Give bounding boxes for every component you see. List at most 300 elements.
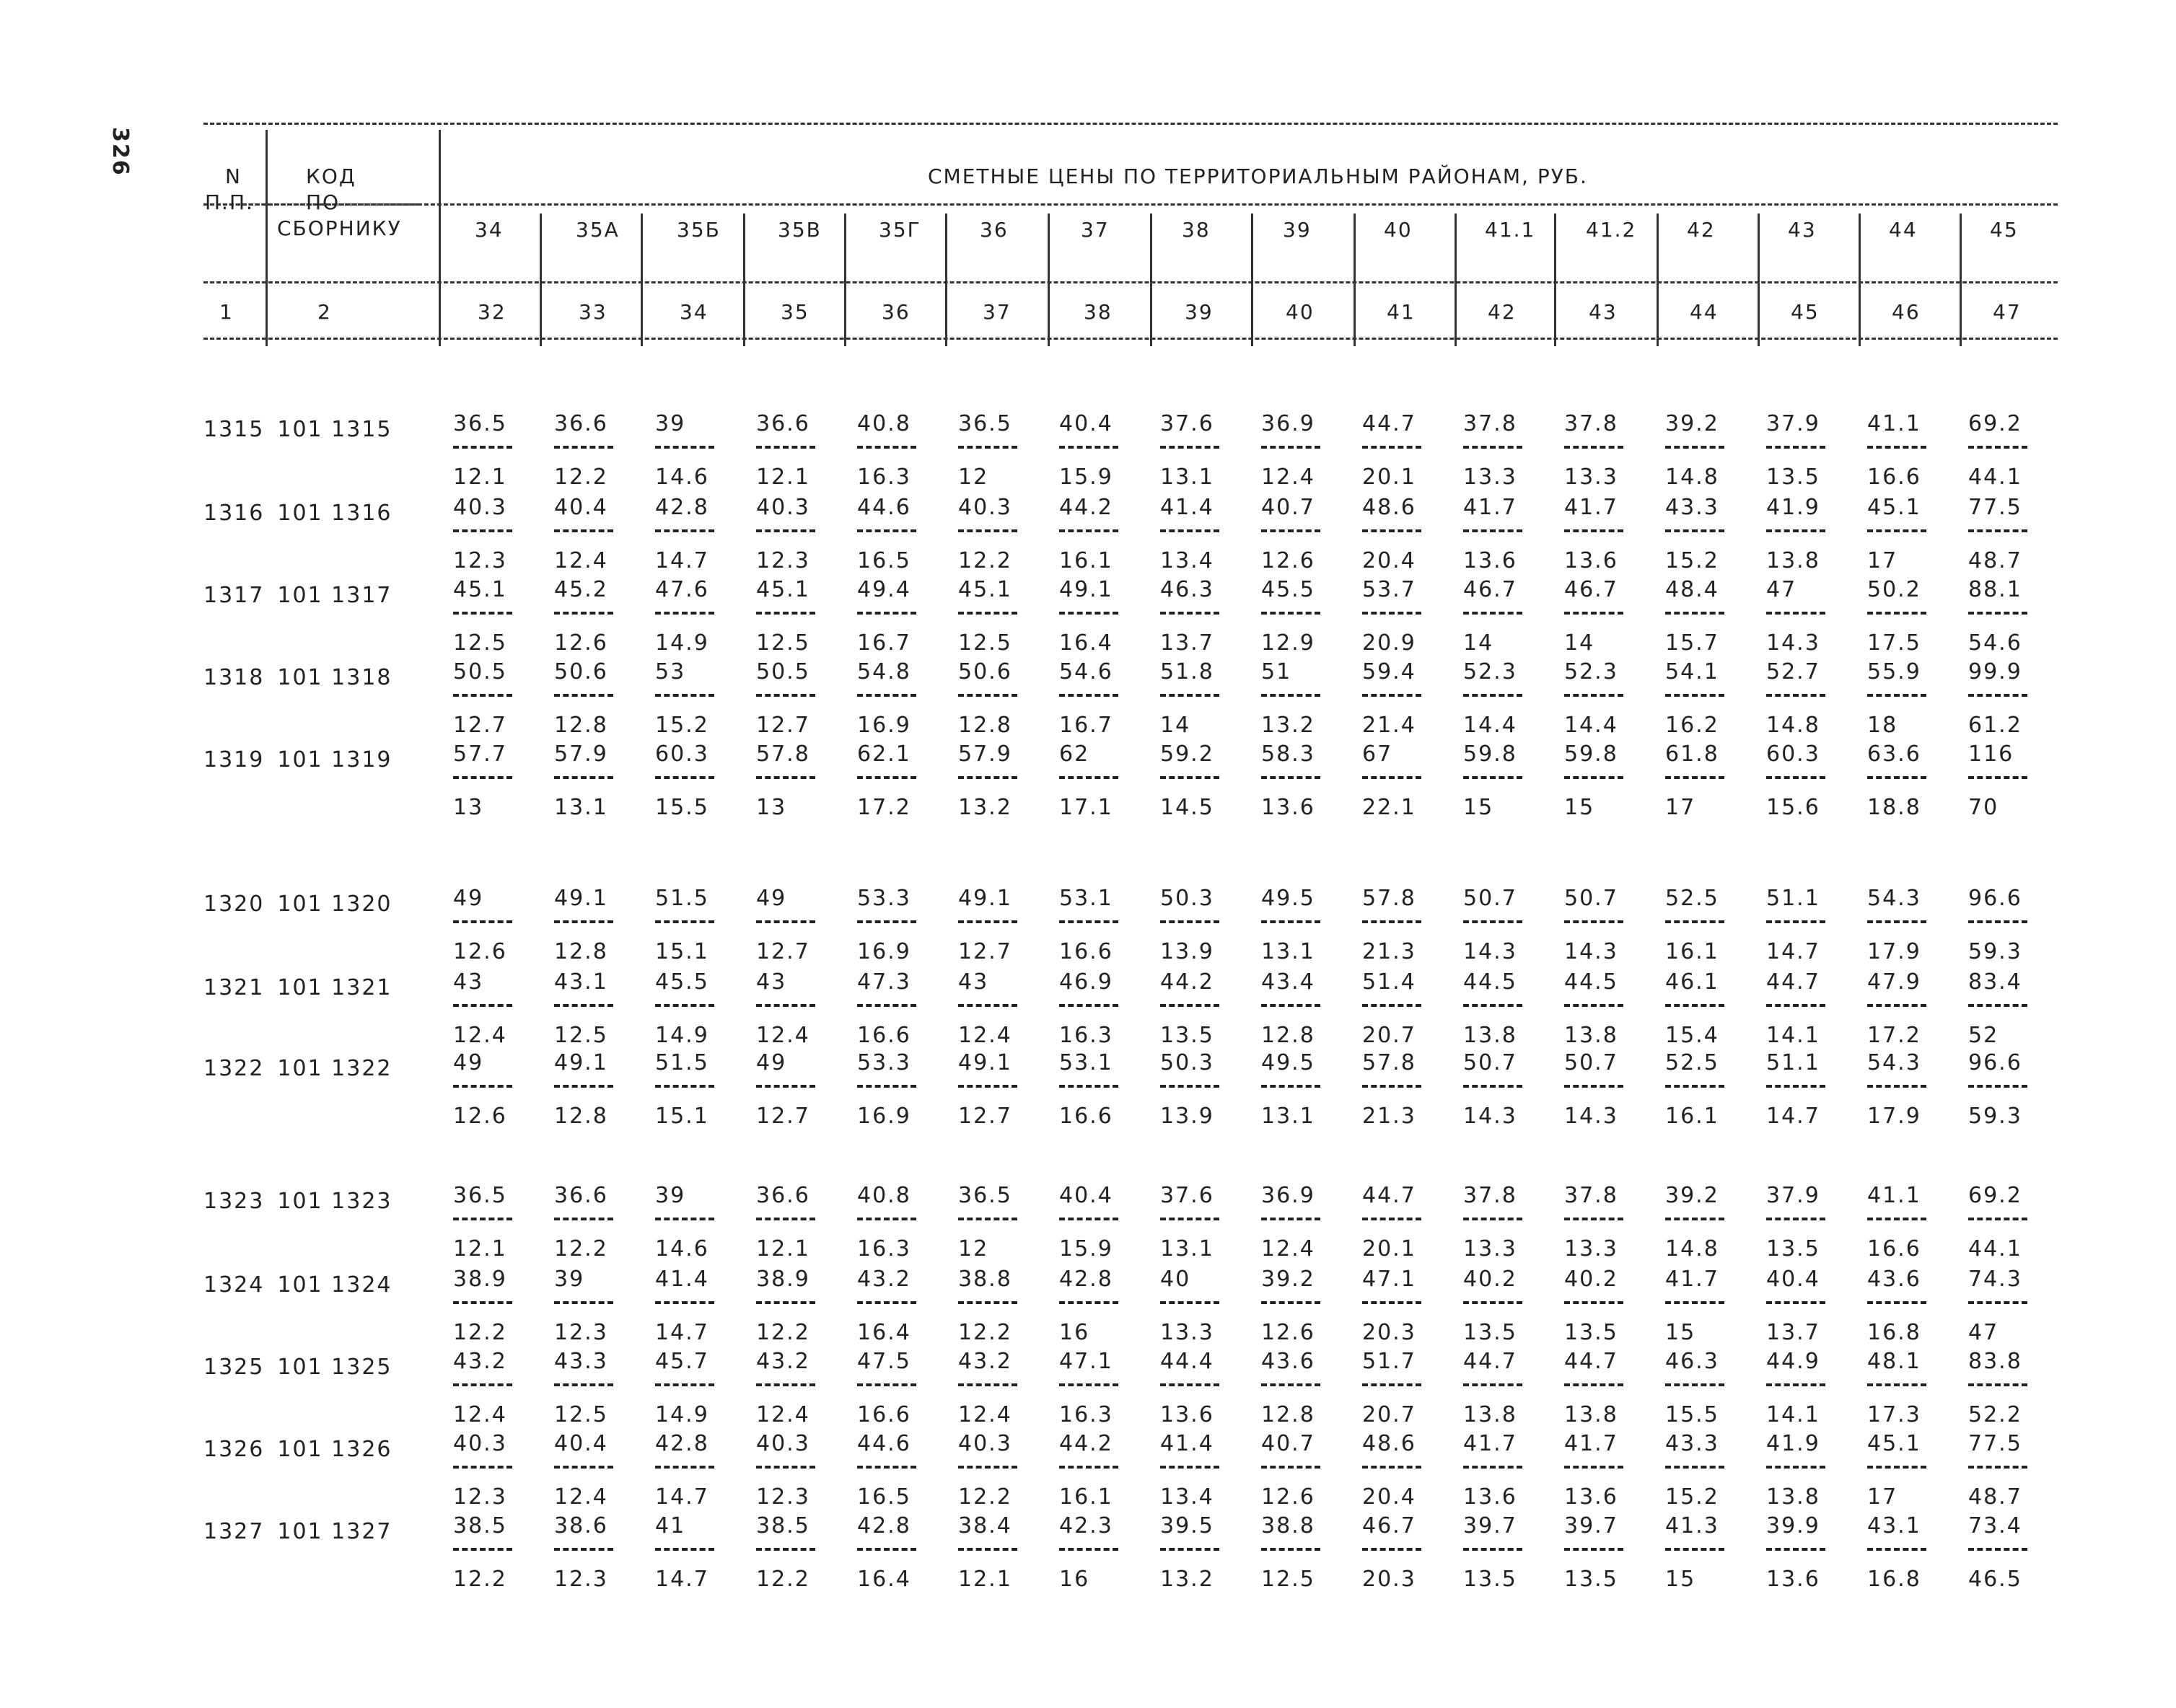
price-part: 12.8: [1261, 1402, 1315, 1427]
price-total: 50.3: [1160, 1050, 1214, 1075]
price-part: 12.8: [554, 939, 608, 964]
price-total: 54.3: [1867, 886, 1921, 911]
price-part: 12.6: [1261, 548, 1315, 573]
price-total: 40.8: [857, 411, 911, 436]
price-part: 12.2: [958, 1484, 1012, 1510]
price-part: 16.1: [1665, 1104, 1719, 1129]
price-part: 21.3: [1362, 939, 1416, 964]
fraction-line: [958, 776, 1017, 779]
fraction-line: [1059, 1085, 1118, 1088]
price-total: 37.9: [1766, 411, 1820, 436]
price-total: 44.7: [1362, 411, 1416, 436]
price-part: 14.1: [1766, 1402, 1820, 1427]
row-code: 101 1326: [277, 1437, 392, 1462]
fraction-line: [1059, 920, 1118, 923]
fraction-line: [1059, 612, 1118, 615]
price-total: 44.7: [1362, 1183, 1416, 1208]
price-part: 16.3: [1059, 1402, 1113, 1427]
price-total: 36.9: [1261, 411, 1315, 436]
price-part: 48.7: [1968, 548, 2022, 573]
price-part: 12.1: [453, 1236, 507, 1262]
price-part: 16.1: [1059, 1484, 1113, 1510]
price-total: 49: [453, 1050, 484, 1075]
price-part: 13.8: [1766, 548, 1820, 573]
price-part: 14.9: [655, 630, 709, 656]
price-total: 46.1: [1665, 969, 1719, 995]
fraction-line: [1564, 1004, 1623, 1007]
price-total: 43.2: [453, 1349, 507, 1374]
fraction-line: [958, 1548, 1017, 1551]
price-total: 43.3: [1665, 1431, 1719, 1456]
fraction-line: [1968, 776, 2027, 779]
price-part: 14: [1463, 630, 1494, 656]
price-total: 54.3: [1867, 1050, 1921, 1075]
price-total: 42.8: [1059, 1267, 1113, 1292]
price-part: 20.7: [1362, 1023, 1416, 1048]
price-total: 38.6: [554, 1513, 608, 1538]
price-part: 13.6: [1766, 1567, 1820, 1592]
price-total: 49.1: [958, 1050, 1012, 1075]
fraction-line: [453, 1548, 512, 1551]
price-total: 39.2: [1665, 411, 1719, 436]
price-total: 55.9: [1867, 659, 1921, 684]
fraction-line: [756, 694, 815, 697]
header-rule-1: [203, 203, 2058, 206]
price-part: 13.2: [1261, 713, 1315, 738]
price-total: 43.3: [1665, 495, 1719, 520]
fraction-line: [1261, 1383, 1320, 1386]
row-code: 101 1315: [277, 417, 392, 442]
price-total: 51.7: [1362, 1349, 1416, 1374]
fraction-line: [1261, 1301, 1320, 1304]
price-total: 51.8: [1160, 659, 1214, 684]
price-part: 13.1: [1261, 939, 1315, 964]
price-total: 43.1: [1867, 1513, 1921, 1538]
price-part: 44.1: [1968, 465, 2022, 490]
row-code: 101 1320: [277, 892, 392, 917]
fraction-line: [453, 1301, 512, 1304]
fraction-line: [1059, 1301, 1118, 1304]
price-part: 13.5: [1564, 1567, 1618, 1592]
price-total: 44.5: [1564, 969, 1618, 995]
price-part: 14: [1564, 630, 1595, 656]
price-total: 36.5: [453, 411, 507, 436]
fraction-line: [1059, 776, 1118, 779]
fraction-line: [1968, 694, 2027, 697]
price-part: 14.3: [1766, 630, 1820, 656]
price-part: 47: [1968, 1320, 1999, 1345]
price-part: 12.1: [756, 465, 810, 490]
fraction-line: [1665, 694, 1724, 697]
price-part: 14.8: [1665, 1236, 1719, 1262]
fraction-line: [655, 694, 714, 697]
price-total: 96.6: [1968, 1050, 2022, 1075]
price-total: 41.9: [1766, 495, 1820, 520]
price-part: 12.4: [756, 1402, 810, 1427]
fraction-line: [554, 776, 613, 779]
fraction-line: [1261, 1085, 1320, 1088]
fraction-line: [554, 1085, 613, 1088]
price-total: 46.9: [1059, 969, 1113, 995]
fraction-line: [1160, 446, 1219, 449]
price-total: 37.8: [1463, 1183, 1517, 1208]
price-total: 74.3: [1968, 1267, 2022, 1292]
price-total: 50.5: [756, 659, 810, 684]
price-part: 20.1: [1362, 465, 1416, 490]
fraction-line: [1362, 1548, 1421, 1551]
price-part: 12.6: [1261, 1484, 1315, 1510]
price-part: 13.1: [1160, 465, 1214, 490]
price-total: 51: [1261, 659, 1292, 684]
row-number: 1327: [203, 1519, 265, 1544]
price-part: 12.7: [756, 939, 810, 964]
fraction-line: [1362, 694, 1421, 697]
price-total: 44.7: [1766, 969, 1820, 995]
fraction-line: [958, 694, 1017, 697]
price-total: 49: [756, 1050, 787, 1075]
fraction-line: [1564, 694, 1623, 697]
price-part: 16.8: [1867, 1567, 1921, 1592]
price-part: 16: [1059, 1567, 1090, 1592]
price-total: 46.3: [1160, 577, 1214, 602]
price-part: 12.2: [453, 1320, 507, 1345]
table-row-label: [203, 975, 392, 1000]
price-part: 12.8: [1261, 1023, 1315, 1048]
price-total: 50.7: [1564, 1050, 1618, 1075]
fraction-line: [453, 1085, 512, 1088]
fraction-line: [1362, 1085, 1421, 1088]
price-part: 20.4: [1362, 1484, 1416, 1510]
column-number: 35: [781, 300, 810, 324]
price-total: 59.8: [1564, 741, 1618, 767]
price-part: 12.6: [453, 1104, 507, 1129]
price-part: 12.2: [453, 1567, 507, 1592]
header-vbar: [1354, 214, 1356, 346]
price-total: 47.6: [655, 577, 709, 602]
price-total: 51.5: [655, 1050, 709, 1075]
price-total: 45.1: [1867, 1431, 1921, 1456]
table-row-label: [203, 1189, 392, 1214]
fraction-line: [1261, 920, 1320, 923]
fraction-line: [857, 1383, 916, 1386]
price-part: 48.7: [1968, 1484, 2022, 1510]
price-part: 17.9: [1867, 1104, 1921, 1129]
price-total: 50.7: [1463, 1050, 1517, 1075]
fraction-line: [1160, 1383, 1219, 1386]
price-total: 44.2: [1160, 969, 1214, 995]
price-part: 20.7: [1362, 1402, 1416, 1427]
column-number: 34: [680, 300, 708, 324]
price-part: 12.7: [756, 713, 810, 738]
fraction-line: [1867, 529, 1926, 532]
fraction-line: [1766, 1548, 1825, 1551]
table-row-label: [203, 1519, 392, 1544]
header-vbar: [945, 214, 947, 346]
price-part: 13.8: [1463, 1023, 1517, 1048]
price-part: 12.5: [453, 630, 507, 656]
price-part: 13.5: [1766, 1236, 1820, 1262]
price-part: 14.7: [655, 1567, 709, 1592]
fraction-line: [1665, 1301, 1724, 1304]
fraction-line: [1968, 446, 2027, 449]
table-row-label: [203, 892, 392, 917]
fraction-line: [1665, 446, 1724, 449]
price-part: 16.6: [1059, 939, 1113, 964]
fraction-line: [857, 1085, 916, 1088]
price-total: 45.1: [756, 577, 810, 602]
column-number: 45: [1791, 300, 1820, 324]
fraction-line: [1160, 694, 1219, 697]
price-part: 15: [1564, 795, 1595, 820]
price-total: 39.7: [1463, 1513, 1517, 1538]
price-total: 45.1: [958, 577, 1012, 602]
price-total: 36.6: [756, 411, 810, 436]
price-part: 20.3: [1362, 1320, 1416, 1345]
fraction-line: [1261, 694, 1320, 697]
price-part: 20.4: [1362, 548, 1416, 573]
price-total: 43.4: [1261, 969, 1315, 995]
fraction-line: [1564, 776, 1623, 779]
price-total: 53.1: [1059, 886, 1113, 911]
price-total: 37.6: [1160, 1183, 1214, 1208]
fraction-line: [1968, 612, 2027, 615]
price-part: 12.2: [958, 548, 1012, 573]
fraction-line: [453, 920, 512, 923]
price-part: 13.6: [1463, 548, 1517, 573]
header-vbar: [1960, 214, 1962, 346]
fraction-line: [958, 529, 1017, 532]
price-total: 49.1: [1059, 577, 1113, 602]
price-total: 36.6: [554, 411, 608, 436]
price-total: 43.1: [554, 969, 608, 995]
fraction-line: [756, 529, 815, 532]
price-total: 62.1: [857, 741, 911, 767]
price-part: 17.2: [857, 795, 911, 820]
row-code: 101 1318: [277, 665, 392, 690]
fraction-line: [1362, 1466, 1421, 1469]
fraction-line: [1564, 920, 1623, 923]
price-total: 50.6: [554, 659, 608, 684]
fraction-line: [1766, 612, 1825, 615]
price-total: 41: [655, 1513, 686, 1538]
fraction-line: [1968, 1218, 2027, 1220]
price-total: 40.3: [958, 495, 1012, 520]
region-header: 44: [1889, 218, 1918, 242]
fraction-line: [1463, 776, 1522, 779]
price-part: 17: [1665, 795, 1696, 820]
price-part: 13.5: [1463, 1567, 1517, 1592]
fraction-line: [1766, 1383, 1825, 1386]
column-number: 41: [1387, 300, 1416, 324]
price-total: 59.2: [1160, 741, 1214, 767]
price-part: 12.4: [1261, 465, 1315, 490]
column-number: 44: [1690, 300, 1719, 324]
price-part: 12.4: [1261, 1236, 1315, 1262]
fraction-line: [1362, 920, 1421, 923]
price-part: 13.3: [1564, 1236, 1618, 1262]
price-total: 47.3: [857, 969, 911, 995]
row-code: 101 1327: [277, 1519, 392, 1544]
price-total: 88.1: [1968, 577, 2022, 602]
price-total: 57.7: [453, 741, 507, 767]
fraction-line: [1362, 529, 1421, 532]
price-total: 38.9: [453, 1267, 507, 1292]
header-vbar: [1859, 214, 1861, 346]
price-part: 14.9: [655, 1023, 709, 1048]
price-total: 50.7: [1564, 886, 1618, 911]
price-total: 40.2: [1463, 1267, 1517, 1292]
fraction-line: [453, 694, 512, 697]
fraction-line: [1463, 1004, 1522, 1007]
price-part: 14.3: [1463, 939, 1517, 964]
price-part: 13.6: [1261, 795, 1315, 820]
header-vbar: [844, 214, 846, 346]
fraction-line: [857, 1004, 916, 1007]
price-total: 43: [453, 969, 484, 995]
fraction-line: [1867, 1301, 1926, 1304]
fraction-line: [453, 1004, 512, 1007]
price-part: 46.5: [1968, 1567, 2022, 1592]
price-total: 36.5: [958, 1183, 1012, 1208]
fraction-line: [1766, 1085, 1825, 1088]
row-code: 101 1321: [277, 975, 392, 1000]
region-header: 35Г: [879, 218, 921, 242]
price-part: 15.2: [655, 713, 709, 738]
price-total: 48.6: [1362, 1431, 1416, 1456]
price-part: 52: [1968, 1023, 1999, 1048]
price-part: 13.3: [1564, 465, 1618, 490]
row-number: 1320: [203, 892, 265, 917]
fraction-line: [655, 1466, 714, 1469]
fraction-line: [453, 1466, 512, 1469]
fraction-line: [1463, 920, 1522, 923]
price-total: 58.3: [1261, 741, 1315, 767]
price-total: 50.6: [958, 659, 1012, 684]
fraction-line: [1160, 1466, 1219, 1469]
price-part: 15.6: [1766, 795, 1820, 820]
price-part: 16.3: [1059, 1023, 1113, 1048]
header-vbar: [1150, 214, 1152, 346]
fraction-line: [1564, 1548, 1623, 1551]
price-part: 14.6: [655, 465, 709, 490]
price-total: 51.1: [1766, 1050, 1820, 1075]
price-part: 13.2: [958, 795, 1012, 820]
price-part: 13: [453, 795, 484, 820]
price-part: 13.7: [1160, 630, 1214, 656]
price-total: 50.7: [1463, 886, 1517, 911]
fraction-line: [655, 1085, 714, 1088]
price-part: 16.8: [1867, 1320, 1921, 1345]
price-part: 12.2: [554, 465, 608, 490]
row-number: 1324: [203, 1272, 265, 1298]
fraction-line: [1059, 1383, 1118, 1386]
price-part: 12.5: [1261, 1567, 1315, 1592]
price-total: 40.3: [453, 1431, 507, 1456]
fraction-line: [857, 776, 916, 779]
header-vbar: [1554, 214, 1556, 346]
price-part: 15.2: [1665, 1484, 1719, 1510]
fraction-line: [655, 776, 714, 779]
price-part: 13.3: [1463, 1236, 1517, 1262]
price-part: 15.9: [1059, 465, 1113, 490]
column-number: 39: [1185, 300, 1214, 324]
price-part: 16.5: [857, 1484, 911, 1510]
price-part: 12.1: [453, 465, 507, 490]
fraction-line: [857, 446, 916, 449]
fraction-line: [1564, 1466, 1623, 1469]
fraction-line: [554, 1383, 613, 1386]
price-total: 53.3: [857, 1050, 911, 1075]
table-row-label: [203, 747, 392, 772]
fraction-line: [958, 1466, 1017, 1469]
price-part: 12.7: [958, 939, 1012, 964]
price-total: 42.8: [655, 495, 709, 520]
col-sborniku-label: СБОРНИКУ: [277, 216, 402, 240]
price-part: 15: [1665, 1567, 1696, 1592]
fraction-line: [1564, 529, 1623, 532]
fraction-line: [756, 1548, 815, 1551]
price-part: 12.6: [554, 630, 608, 656]
price-part: 14.3: [1463, 1104, 1517, 1129]
price-total: 57.8: [756, 741, 810, 767]
fraction-line: [1261, 1466, 1320, 1469]
price-part: 52.2: [1968, 1402, 2022, 1427]
price-part: 54.6: [1968, 630, 2022, 656]
fraction-line: [1867, 1548, 1926, 1551]
price-total: 51.4: [1362, 969, 1416, 995]
price-total: 69.2: [1968, 1183, 2022, 1208]
price-total: 39: [554, 1267, 585, 1292]
fraction-line: [1261, 446, 1320, 449]
fraction-line: [453, 446, 512, 449]
price-part: 17.2: [1867, 1023, 1921, 1048]
price-part: 15.4: [1665, 1023, 1719, 1048]
fraction-line: [958, 1383, 1017, 1386]
price-part: 16.1: [1665, 939, 1719, 964]
region-header: 42: [1687, 218, 1716, 242]
price-part: 14.7: [655, 1320, 709, 1345]
price-part: 14: [1160, 713, 1191, 738]
price-part: 13: [756, 795, 787, 820]
fraction-line: [1968, 1548, 2027, 1551]
row-code: 101 1324: [277, 1272, 392, 1298]
price-part: 16.9: [857, 713, 911, 738]
fraction-line: [958, 920, 1017, 923]
price-total: 77.5: [1968, 495, 2022, 520]
price-part: 13.6: [1160, 1402, 1214, 1427]
price-part: 12.1: [958, 1567, 1012, 1592]
row-number: 1316: [203, 501, 265, 526]
price-total: 40.4: [1766, 1267, 1820, 1292]
price-part: 16.6: [857, 1023, 911, 1048]
price-total: 40.4: [1059, 411, 1113, 436]
fraction-line: [655, 529, 714, 532]
price-total: 54.1: [1665, 659, 1719, 684]
price-total: 52.5: [1665, 886, 1719, 911]
price-total: 36.6: [554, 1183, 608, 1208]
price-part: 13.4: [1160, 548, 1214, 573]
price-total: 49.4: [857, 577, 911, 602]
price-total: 39: [655, 1183, 686, 1208]
price-part: 15.5: [655, 795, 709, 820]
row-number: 1317: [203, 583, 265, 608]
price-part: 14.5: [1160, 795, 1214, 820]
fraction-line: [756, 1383, 815, 1386]
price-part: 14.4: [1463, 713, 1517, 738]
price-total: 44.6: [857, 495, 911, 520]
price-total: 83.4: [1968, 969, 2022, 995]
fraction-line: [1968, 1301, 2027, 1304]
